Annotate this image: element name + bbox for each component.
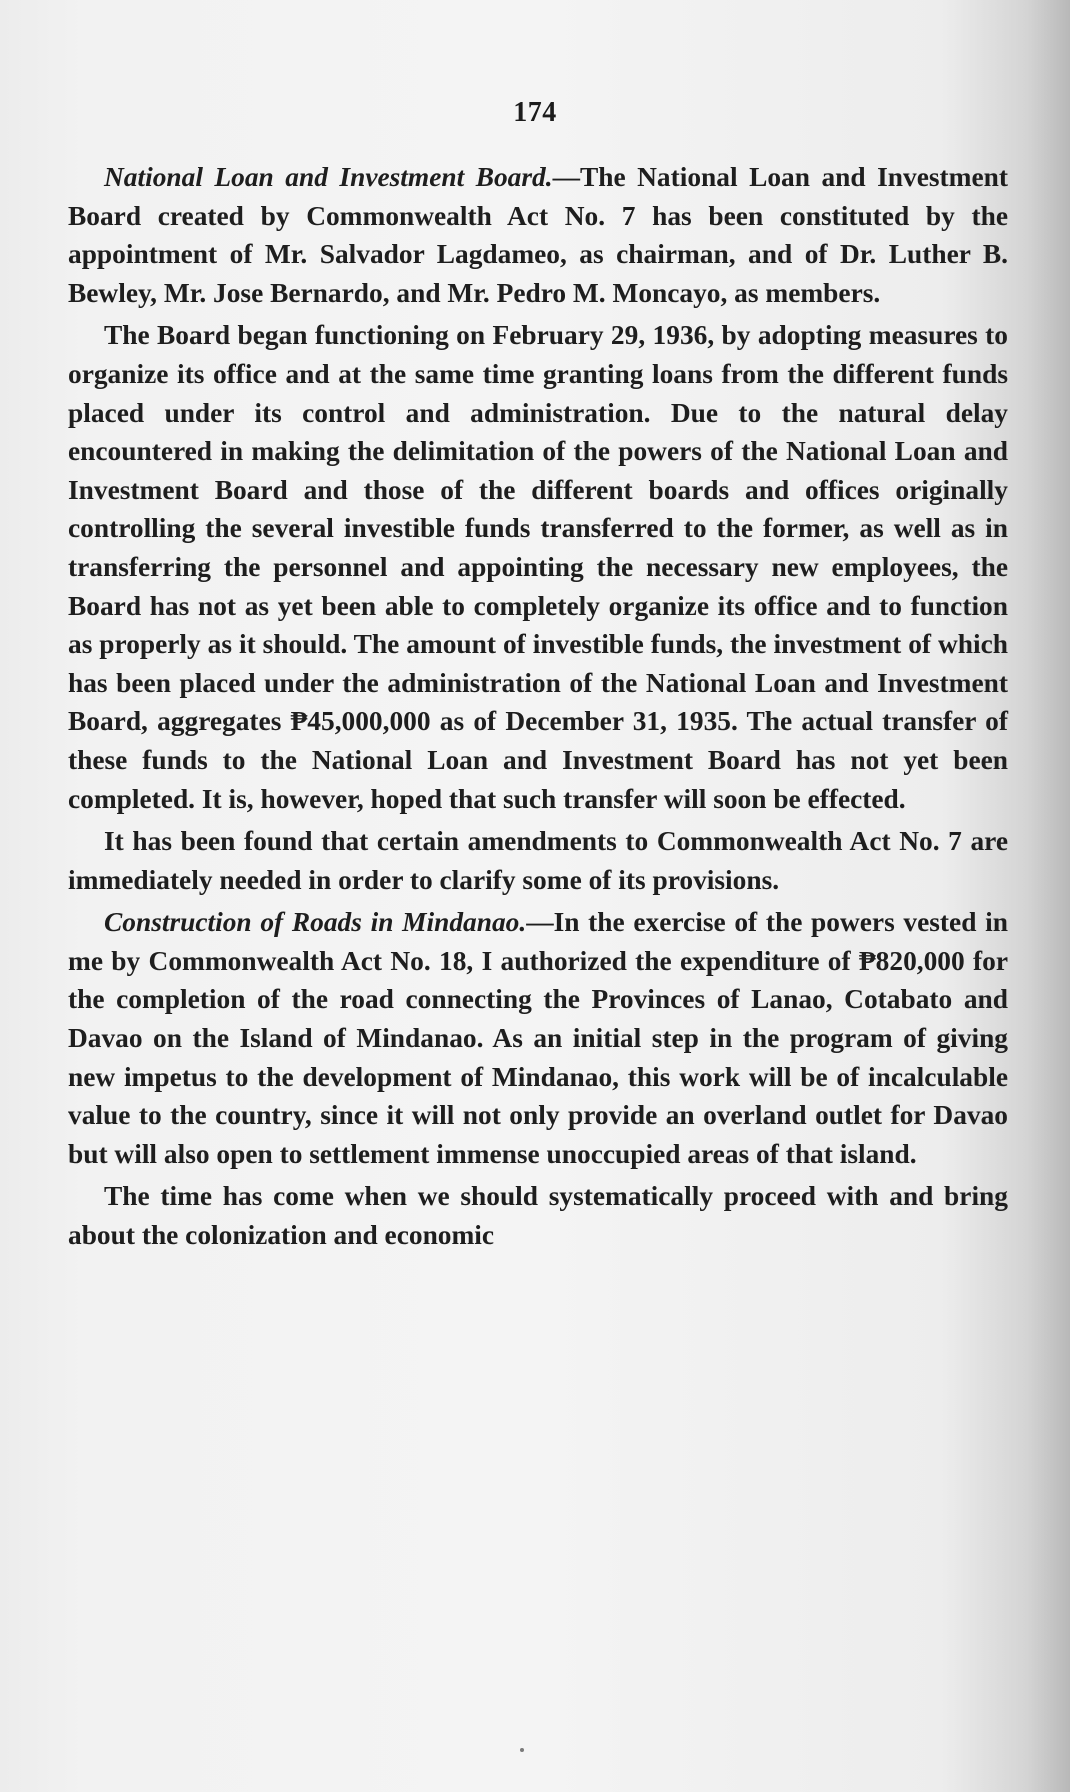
paragraph-national-loan-board	[68, 158, 1008, 312]
paragraph-text: —The National Loan and Investment Board created by Commonwealth Act No. 7 has been constituted by the appointment of Mr. Salvador Lagdameo, as chairman, and of Dr. Luther B. Bewley, Mr. Jose Bernardo, and Mr. Pedro M. Moncayo, as members.	[68, 162, 1008, 308]
paragraph-text: —In the exercise of the powers vested in me by Commonwealth Act No. 18, I authorized the expenditure of ₱820,000 for the completion of the road connecting the Provinces of Lanao, Cotabato and Davao on the Island of Mindanao. As an initial step in the program of giving new impetus to the development of Mindanao, this work will be of incalculable value to the country, since it will not only provide an overland outlet for Davao but will also open to settlement immense unoccupied areas of that island.	[68, 907, 1008, 1169]
paragraph-board-functioning	[68, 316, 1008, 818]
section-heading-national-loan-board: National Loan and Investment Board.	[104, 162, 553, 192]
paragraph-text: The Board began functioning on February 29, 1936, by adopting measures to organize its office and at the same time granting loans from the different funds placed under its control and administration. Due to the natural delay encountered in making the delimitation of the powers of the National Loan and Investment Board and those of the different boards and offices originally controlling the several investible funds transferred to the former, as well as in transferring the personnel and appointing the necessary new employees, the Board has not as yet been able to completely organize its office and to function as properly as it should. The amount of investible funds, the investment of which has been placed under the administration of the National Loan and Investment Board, aggregates ₱45,000,000 as of December 31, 1935. The actual transfer of these funds to the National Loan and Investment Board has not yet been completed. It is, however, hoped that such transfer will soon be effected.	[68, 320, 1008, 814]
paragraph-amendments	[68, 822, 1008, 899]
body-text	[68, 158, 1008, 1255]
paragraph-text: It has been found that certain amendments to Commonwealth Act No. 7 are immediately needed in order to clarify some of its provisions.	[68, 826, 1008, 895]
paragraph-colonization	[68, 1177, 1008, 1254]
print-speck	[520, 1748, 524, 1752]
page-number: 174	[513, 97, 557, 128]
section-heading-roads-mindanao: Construction of Roads in Mindanao.	[104, 907, 527, 938]
paragraph-text: The time has come when we should systematically proceed with and bring about the colonization and economic	[68, 1181, 1008, 1251]
paragraph-roads-mindanao	[68, 903, 1008, 1173]
